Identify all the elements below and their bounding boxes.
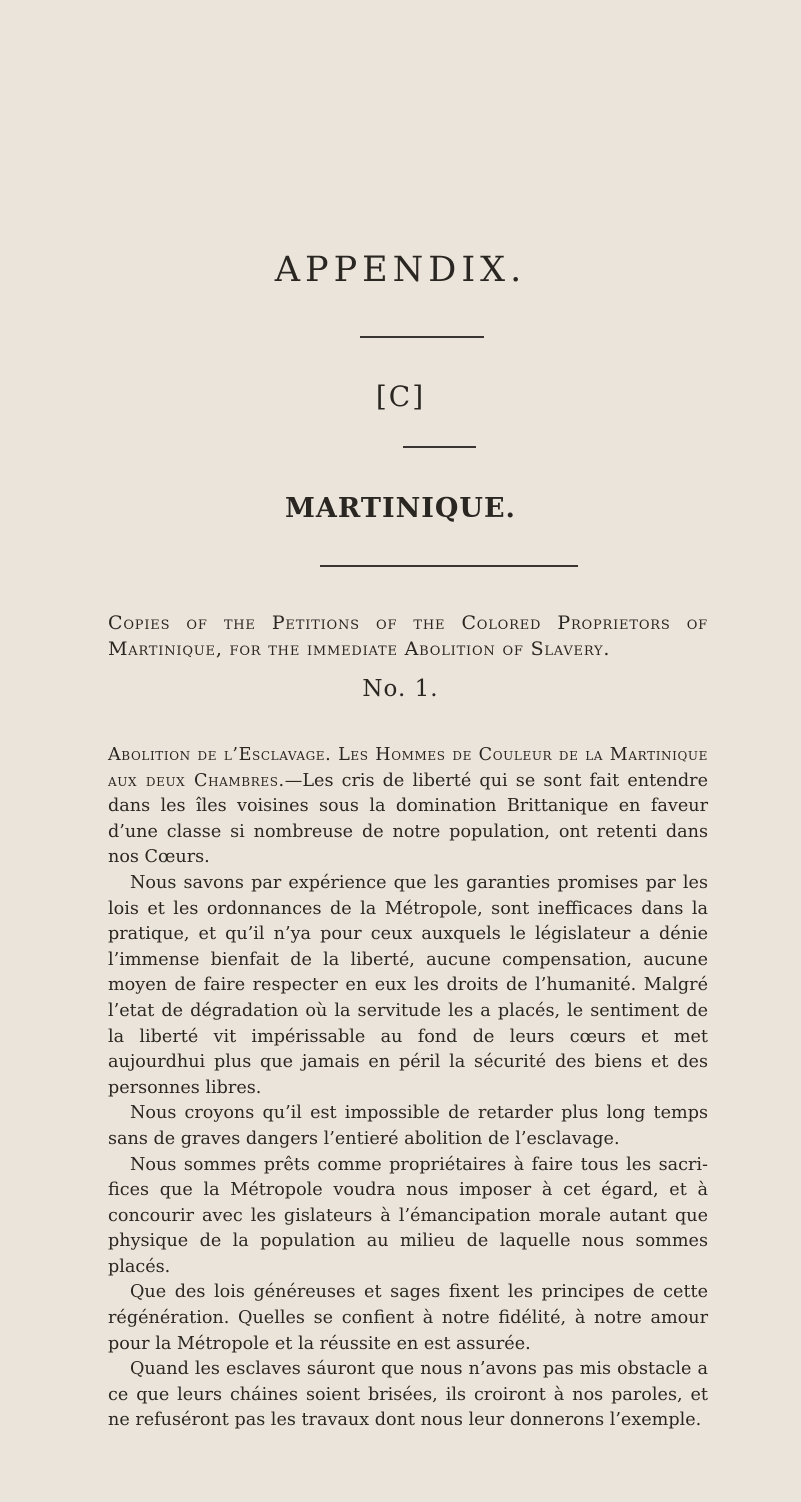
paragraph: Nous croyons qu’il est impossible de retarder plus long temps sans de graves dangers l’entieré abolition de l’esclavage.: [108, 1103, 708, 1149]
paragraph: Que des lois généreuses et sages fixent les principes de cette régénération. Quelles se confient à notre fidélité, à notre amour pour la Métropole et la réussite en est assurée.: [108, 1282, 708, 1354]
paragraph: Nous sommes prêts comme propriétaires à faire tous les sacri-fices que la Métropole voudra nous imposer à cet égard, et à concourir avec les gislateurs à l’émancipation morale autant que physique de la population au milieu de laquelle nous sommes placés.: [108, 1154, 708, 1277]
section-title: MARTINIQUE.: [285, 493, 516, 524]
divider-rule: [320, 565, 578, 567]
paragraph: Quand les esclaves sáuront que nous n’avons pas mis obstacle a ce que leurs cháines soient brisées, ils croiront à nos paroles, et ne refuséront pas les travaux dont nous leur donnerons l’exemple.: [108, 1359, 708, 1431]
document-number: No. 1.: [362, 676, 439, 702]
petition-lead-in: Abolition de l’Esclavage. Les Hommes de Couleur de la Martinique aux deux Chambres.: [108, 745, 708, 791]
divider-rule: [360, 336, 484, 338]
section-letter: [C]: [375, 380, 426, 413]
petition-text: [108, 743, 708, 1434]
document-subtitle: Copies of the Petitions of the Colored Proprietors of Martinique, for the immediate Abolition of Slavery.: [108, 612, 708, 660]
paragraph-text: —Les cris de liberté qui se sont fait entendre dans les îles voisines sous la domination Brittanique en faveur d’une classe si nombreuse de notre population, ont retenti dans nos Cœurs.: [108, 770, 708, 868]
appendix-heading: APPENDIX.: [274, 250, 527, 290]
divider-rule: [403, 446, 476, 448]
paragraph: [108, 743, 708, 871]
paragraph: Nous savons par expérience que les garanties promises par les lois et les ordonnances de la Métropole, sont inefficaces dans la pratique, et qu’il n’ya pour ceux auxquels le législateur a dénie l’immense bienfait de la liberté, aucune compensation, aucune moyen de faire respecter en eux les droits de l’humanité. Malgré l’etat de dégradation où la servitude les a placés, le sentiment de la liberté vit impérissable au fond de leurs cœurs et met aujourdhui plus que jamais en péril la sécurité des biens et des personnes libres.: [108, 872, 708, 1098]
